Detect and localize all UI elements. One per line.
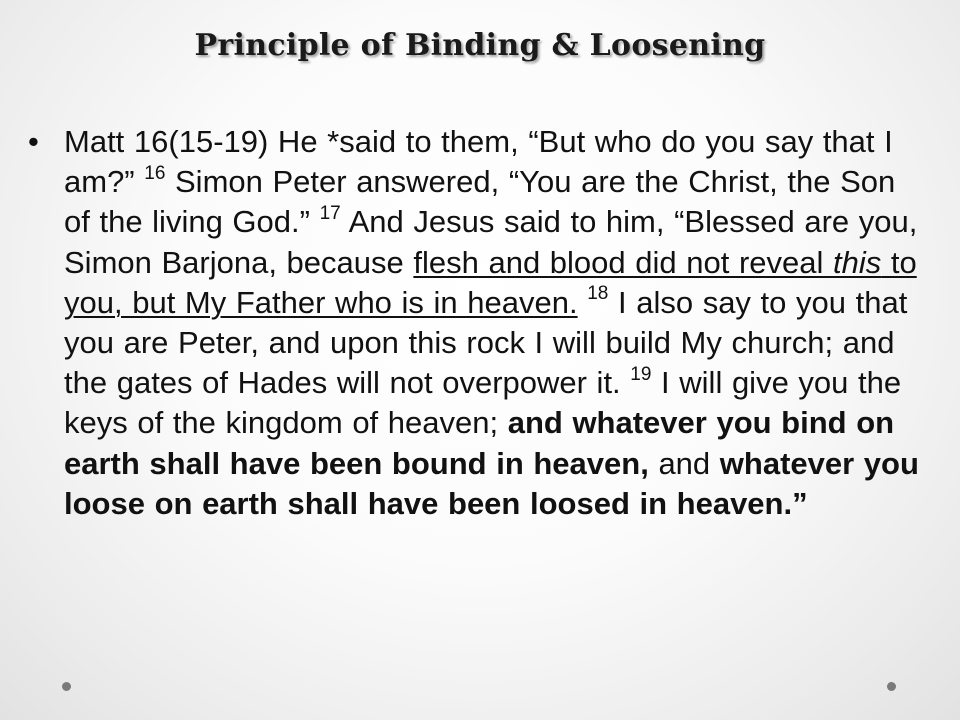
slide-title: Principle of Binding & Loosening [194,28,766,63]
bold-loosing-text: whatever you loose on earth shall have been loosed in heaven.” [64,445,919,521]
left-decorative-dot [62,682,71,691]
bullet-marker: • [28,124,39,159]
passage-text-2: Simon Peter answered, “You are the Christ, the Son of the living God.” [64,164,896,240]
bullet-list [28,122,928,524]
verse-number-17: 17 [319,203,341,225]
passage-space [578,285,588,320]
passage-text-3: And Jesus said to him, “Blessed are you, Simon Barjona, because [64,204,918,280]
right-decorative-dot [887,682,896,691]
scripture-bullet [28,122,928,524]
verse-number-16: 16 [144,162,166,184]
passage-text-7: and [648,445,720,481]
passage-text-1: Matt 16(15-19) He *said to them, “But who do you say that I am?” [64,124,893,200]
underlined-italic-this: this [833,244,882,280]
bold-binding-text: and whatever you bind on earth shall have been bound in heaven, [64,405,895,481]
passage-text-6: I will give you the keys of the kingdom of heaven; [64,365,902,441]
verse-number-19: 19 [630,363,652,385]
underlined-text-2: to you, but My Father who is in heaven. [64,244,917,320]
passage-text-5: I also say to you that you are Peter, and upon this rock I will build My church; and the gates of Hades will not overpower it. [64,284,908,401]
verse-number-18: 18 [587,283,609,305]
underlined-text-1: flesh and blood did not reveal [413,244,834,280]
